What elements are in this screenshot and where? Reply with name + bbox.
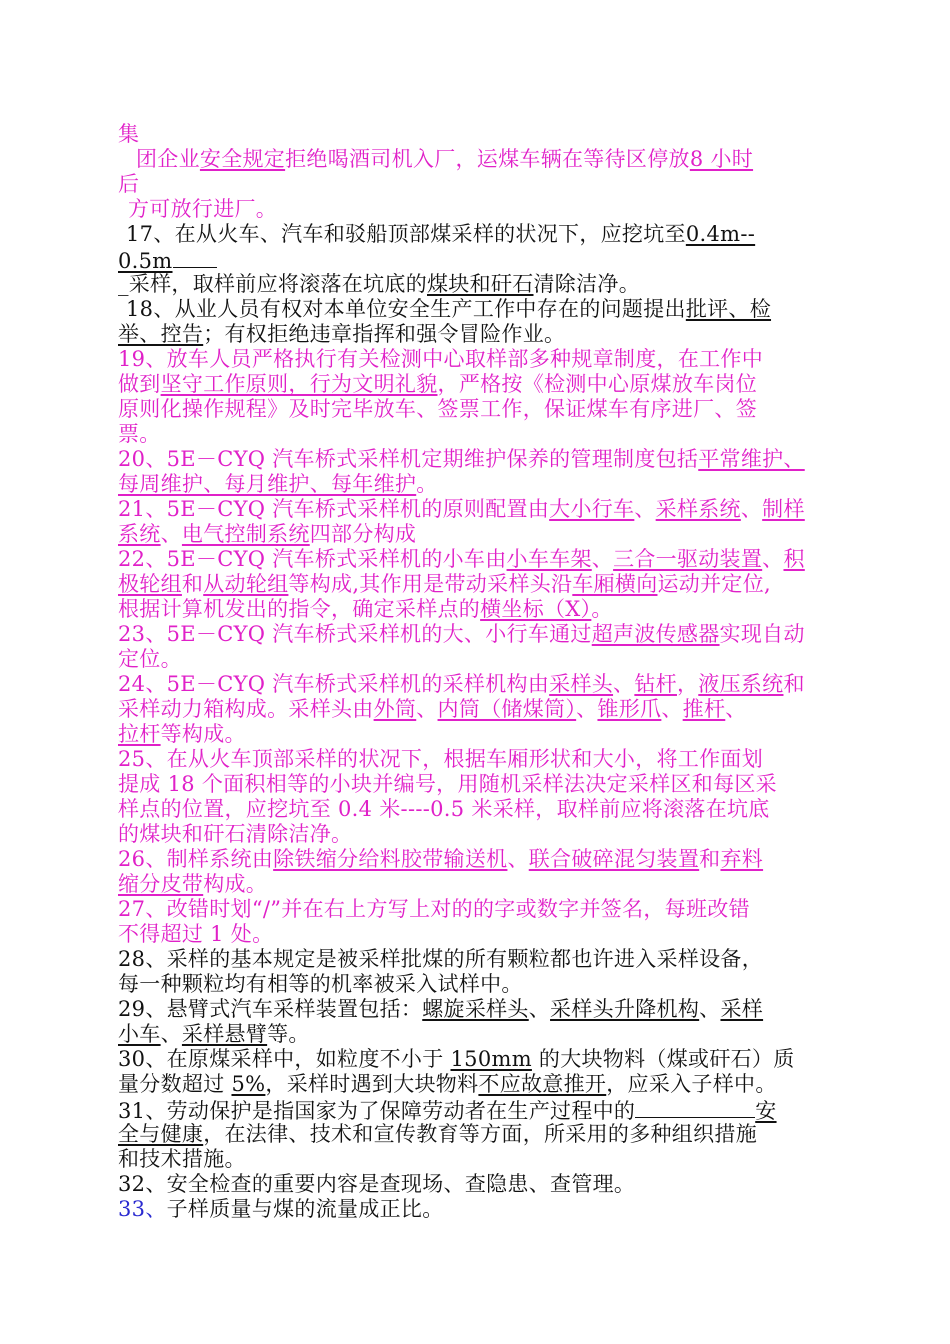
text-segment: 和 — [783, 672, 805, 696]
text-segment: 、 — [591, 547, 614, 571]
underlined-answer: 煤块和矸石 — [427, 272, 534, 296]
text-segment: 、 — [725, 697, 747, 721]
text-segment: ，应采入子样中。 — [606, 1072, 777, 1096]
underlined-answer: 极轮组 — [118, 572, 182, 596]
underlined-answer: 采样系统 — [655, 497, 741, 521]
text-segment: 不得超过 1 处。 — [118, 922, 274, 946]
text-segment: 、 — [762, 547, 784, 571]
underlined-answer: 每周维护、每月维护、每年维护 — [118, 472, 417, 496]
text-line — [118, 147, 818, 172]
text-segment: 原则化操作规程》及时完毕放车、签票工作，保证煤车有序进厂、签 — [118, 397, 757, 421]
underlined-answer: 内筒（储煤筒） — [437, 697, 577, 721]
text-segment: 22、5E－CYQ 汽车桥式采样机的小车由 — [118, 547, 507, 571]
text-segment: 23、5E－CYQ 汽车桥式采样机的大、小行车通过 — [118, 622, 592, 646]
text-line — [118, 272, 818, 297]
text-segment: 29、悬臂式汽车采样装置包括： — [118, 997, 423, 1021]
text-line — [118, 172, 818, 197]
text-line — [118, 822, 818, 847]
text-line — [118, 1022, 818, 1047]
underlined-answer: 全与健康 — [118, 1122, 204, 1146]
underlined-answer: 系统 — [118, 522, 161, 546]
text-segment: 27、改错时划“/”并在右上方写上对的的字或数字并签名，每班改错 — [118, 897, 750, 921]
text-segment: 30、在原煤采样中，如粒度不小于 — [118, 1047, 451, 1071]
text-segment: 集 — [118, 122, 140, 146]
text-segment: 根据计算机发出的指令，确定采样点的 — [118, 597, 481, 621]
text-segment: 26、制样系统由 — [118, 847, 274, 871]
text-segment: 的大块物料（煤或矸石）质 — [531, 1047, 795, 1071]
text-segment: 17、在从火车、汽车和驳船顶部煤采样的状况下，应挖坑至 — [126, 222, 686, 246]
text-segment: 票。 — [118, 422, 161, 446]
underlined-answer: 联合破碎混匀装置 — [528, 847, 700, 871]
text-line — [118, 1072, 818, 1097]
text-line — [118, 647, 818, 672]
text-line — [118, 122, 818, 147]
text-segment: ；有权拒绝违章指挥和强令冒险作业。 — [203, 322, 566, 346]
underlined-answer: 平常维护、 — [698, 447, 805, 471]
underlined-answer: 采样头升降机构 — [550, 997, 700, 1021]
text-line — [118, 372, 818, 397]
text-segment: 21、5E－CYQ 汽车桥式采样机的原则配置由 — [118, 497, 550, 521]
text-line — [118, 972, 818, 997]
underlined-answer: 5% — [231, 1072, 266, 1096]
text-line — [118, 1047, 818, 1072]
text-segment: _采样，取样前应将滚落在坑底的 — [118, 272, 427, 296]
underlined-answer: 坚守工作原则，行为文明礼貌 — [160, 372, 438, 396]
text-line — [118, 1147, 818, 1172]
underlined-answer: 小车 — [118, 1022, 161, 1046]
text-line — [118, 672, 818, 697]
text-segment: 样点的位置，应挖坑至 0.4 米----0.5 米采样，取样前应将滚落在坑底 — [118, 797, 770, 821]
text-segment: 33、 — [118, 1197, 167, 1221]
underlined-answer: 0.4m-- — [685, 222, 756, 246]
underlined-answer: 安全规定 — [199, 147, 286, 171]
text-segment: 做到 — [118, 372, 161, 396]
underlined-answer: 不应故意推开 — [478, 1072, 607, 1096]
underlined-answer: 8 小时 — [689, 147, 754, 171]
text-segment: 量分数超过 — [118, 1072, 232, 1096]
text-line — [118, 947, 818, 972]
underlined-answer: 采样头 — [549, 672, 614, 696]
underlined-answer: 150mm — [450, 1047, 532, 1071]
underlined-answer: 大小行车 — [549, 497, 635, 521]
underlined-answer: 制样 — [762, 497, 805, 521]
text-segment: 、 — [160, 522, 182, 546]
underlined-answer: 缩分皮带 — [118, 872, 204, 896]
text-segment: ，严格按《检测中心原煤放车岗位 — [437, 372, 758, 396]
text-line — [118, 847, 818, 872]
text-line — [118, 472, 818, 497]
underlined-answer: 采样悬臂 — [181, 1022, 268, 1046]
underlined-answer: 0.5m — [118, 249, 173, 273]
fill-in-blank — [173, 247, 217, 268]
underlined-answer: 螺旋采样头 — [422, 997, 529, 1021]
underlined-answer: 钻杆 — [634, 672, 677, 696]
text-segment: 。 — [416, 472, 438, 496]
text-segment: 和 — [699, 847, 721, 871]
text-line — [118, 997, 818, 1022]
text-line — [118, 447, 818, 472]
text-segment: 的煤块和矸石清除洁净。 — [118, 822, 353, 846]
underlined-answer: 批评、检 — [685, 297, 772, 321]
text-segment: 。 — [591, 597, 613, 621]
text-segment: 、 — [613, 672, 635, 696]
text-line — [118, 772, 818, 797]
text-segment: 构成。 — [203, 872, 268, 896]
text-segment: ，在法律、技术和宣传教育等方面，所采用的多种组织措施 — [203, 1122, 758, 1146]
underlined-answer: 锥形爪 — [597, 697, 662, 721]
text-line — [118, 247, 818, 272]
text-line — [118, 222, 818, 247]
document-body — [118, 122, 818, 1222]
text-line — [118, 397, 818, 422]
text-segment: 、 — [528, 997, 551, 1021]
text-segment: ， — [676, 672, 699, 696]
text-line — [118, 797, 818, 822]
text-line — [118, 1172, 818, 1197]
text-segment: 每一种颗粒均有相等的机率被采入试样中。 — [118, 972, 523, 996]
underlined-answer: 小车车架 — [506, 547, 592, 571]
text-segment: 、 — [740, 497, 763, 521]
text-line — [118, 572, 818, 597]
text-line — [118, 522, 818, 547]
text-segment: 、 — [416, 697, 438, 721]
underlined-answer: 推杆 — [682, 697, 726, 721]
text-segment: 等。 — [267, 1022, 310, 1046]
fill-in-blank — [635, 1097, 755, 1118]
text-segment: 和技术措施。 — [118, 1147, 246, 1171]
text-segment: 31、劳动保护是指国家为了保障劳动者在生产过程中的 — [118, 1099, 636, 1123]
text-segment: 、 — [507, 847, 529, 871]
text-segment: 、 — [160, 1022, 182, 1046]
text-line — [118, 547, 818, 572]
underlined-answer: 安 — [755, 1099, 777, 1123]
text-segment: 、 — [661, 697, 683, 721]
underlined-answer: 外筒 — [373, 697, 417, 721]
text-segment: 实现自动 — [719, 622, 805, 646]
text-segment: 提成 18 个面积相等的小块并编号，用随机采样法决定采样区和每区采 — [118, 772, 777, 796]
text-segment: 32、安全检查的重要内容是查现场、查隐患、查管理。 — [118, 1172, 636, 1196]
underlined-answer: 超声波传感器 — [591, 622, 720, 646]
text-segment: 等构成,其作用是带动采样头沿 — [288, 572, 573, 596]
underlined-answer: 从动轮组 — [203, 572, 289, 596]
underlined-answer: 三合一驱动装置 — [613, 547, 763, 571]
text-line — [118, 697, 818, 722]
text-segment: 团企业 — [136, 147, 200, 171]
text-line — [118, 897, 818, 922]
text-segment: 28、采样的基本规定是被采样批煤的所有颗粒都也许进入采样设备， — [118, 947, 764, 971]
text-segment: 25、在从火车顶部采样的状况下，根据车厢形状和大小，将工作面划 — [118, 747, 764, 771]
text-line — [118, 922, 818, 947]
underlined-answer: 横坐标（X） — [480, 597, 592, 621]
underlined-answer: 除铁缩分给料胶带输送机 — [273, 847, 508, 871]
underlined-answer: 弃料 — [720, 847, 764, 871]
text-segment: 拒绝喝酒司机入厂，运煤车辆在等待区停放 — [285, 147, 690, 171]
text-segment: 方可放行进厂。 — [128, 197, 278, 221]
underlined-answer: 采样 — [720, 997, 764, 1021]
underlined-answer: 举、控告 — [118, 322, 204, 346]
text-line — [118, 747, 818, 772]
text-segment: 、 — [699, 997, 721, 1021]
text-line — [118, 297, 818, 322]
text-segment: 四部分构成 — [309, 522, 417, 546]
text-segment: 、 — [576, 697, 598, 721]
text-line — [118, 1197, 818, 1222]
text-segment: 24、5E－CYQ 汽车桥式采样机的采样机构由 — [118, 672, 550, 696]
text-line — [118, 347, 818, 372]
text-segment: 清除洁净。 — [533, 272, 640, 296]
text-segment: 18、从业人员有权对本单位安全生产工作中存在的问题提出 — [126, 297, 686, 321]
underlined-answer: 液压系统 — [698, 672, 784, 696]
text-segment: 定位。 — [118, 647, 182, 671]
text-line — [118, 1122, 818, 1147]
underlined-answer: 积 — [783, 547, 805, 571]
text-segment: 20、5E－CYQ 汽车桥式采样机定期维护保养的管理制度包括 — [118, 447, 699, 471]
text-line — [118, 622, 818, 647]
text-segment: 和 — [181, 572, 204, 596]
text-segment: 、 — [634, 497, 656, 521]
text-segment: 运动并定位, — [657, 572, 771, 596]
underlined-answer: 拉杆 — [118, 722, 161, 746]
text-line — [118, 872, 818, 897]
underlined-answer: 电气控制系统 — [181, 522, 310, 546]
text-line — [118, 1097, 818, 1122]
text-segment: 采样动力箱构成。采样头由 — [118, 697, 374, 721]
text-segment: 等构成。 — [160, 722, 246, 746]
text-line — [118, 722, 818, 747]
text-line — [118, 322, 818, 347]
underlined-answer: 车厢横向 — [572, 572, 658, 596]
text-segment: 19、放车人员严格执行有关检测中心取样部多种规章制度，在工作中 — [118, 347, 764, 371]
text-segment: ，采样时遇到大块物料 — [265, 1072, 479, 1096]
text-line — [118, 597, 818, 622]
text-line — [118, 497, 818, 522]
text-segment: 子样质量与煤的流量成正比。 — [166, 1197, 444, 1221]
text-line — [118, 422, 818, 447]
text-segment: 后 — [118, 172, 140, 196]
text-line — [118, 197, 818, 222]
